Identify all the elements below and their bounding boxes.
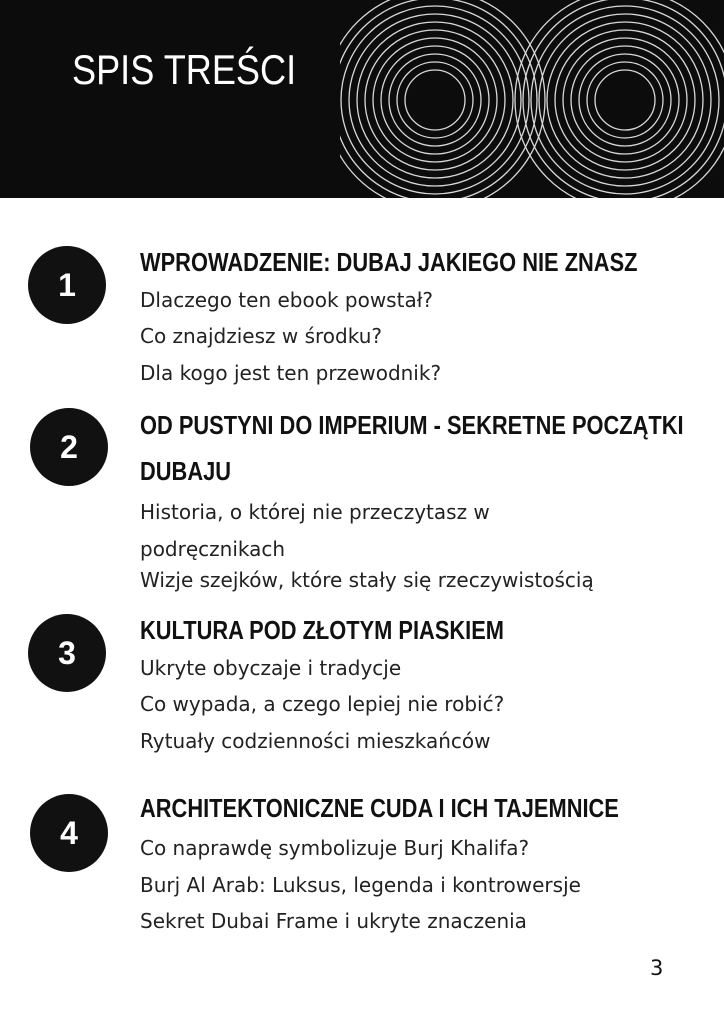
- toc-item: Rytuały codzienności mieszkańców: [140, 729, 491, 753]
- section-title: KULTURA POD ZŁOTYM PIASKIEM: [140, 615, 504, 645]
- page-number: 3: [650, 956, 664, 980]
- section-title: OD PUSTYNI DO IMPERIUM - SEKRETNE POCZĄTKI DUBAJU: [140, 410, 684, 486]
- decorative-ring: [579, 54, 671, 146]
- section-number-badge: 1: [28, 246, 106, 324]
- toc-item: Burj Al Arab: Luksus, legenda i kontrowersje: [140, 873, 581, 897]
- decorative-ring: [531, 6, 719, 194]
- section-title: WPROWADZENIE: DUBAJ JAKIEGO NIE ZNASZ: [140, 247, 638, 277]
- header-banner: [0, 0, 724, 198]
- decorative-ring: [539, 14, 711, 186]
- section-number-badge: 2: [30, 408, 108, 486]
- toc-item: Co wypada, a czego lepiej nie robić?: [140, 692, 505, 716]
- section-number-badge: 4: [30, 794, 108, 872]
- toc-item: Dla kogo jest ten przewodnik?: [140, 361, 442, 385]
- decorative-ring: [563, 38, 687, 162]
- section-number-badge: 3: [28, 614, 106, 692]
- concentric-arcs-decoration: [340, 0, 724, 198]
- decorative-ring: [389, 54, 481, 146]
- decorative-ring: [341, 6, 529, 194]
- toc-item: Wizje szejków, które stały się rzeczywistością: [140, 568, 594, 592]
- toc-item: Sekret Dubai Frame i ukryte znaczenia: [140, 909, 527, 933]
- decorative-ring: [595, 70, 655, 130]
- decorative-ring: [587, 62, 663, 138]
- toc-item: Co naprawdę symbolizuje Burj Khalifa?: [140, 836, 530, 860]
- decorative-ring: [397, 62, 473, 138]
- page-title: SPIS TREŚCI: [72, 46, 297, 93]
- toc-item: Co znajdziesz w środku?: [140, 324, 382, 348]
- toc-item: Dlaczego ten ebook powstał?: [140, 288, 433, 312]
- decorative-ring: [365, 30, 505, 170]
- toc-item: Ukryte obyczaje i tradycje: [140, 656, 402, 680]
- section-title: ARCHITEKTONICZNE CUDA I ICH TAJEMNICE: [140, 793, 619, 823]
- toc-item: Historia, o której nie przeczytasz w podręcznikach: [140, 500, 490, 561]
- decorative-ring: [555, 30, 695, 170]
- decorative-ring: [373, 38, 497, 162]
- decorative-ring: [405, 70, 465, 130]
- decorative-ring: [349, 14, 521, 186]
